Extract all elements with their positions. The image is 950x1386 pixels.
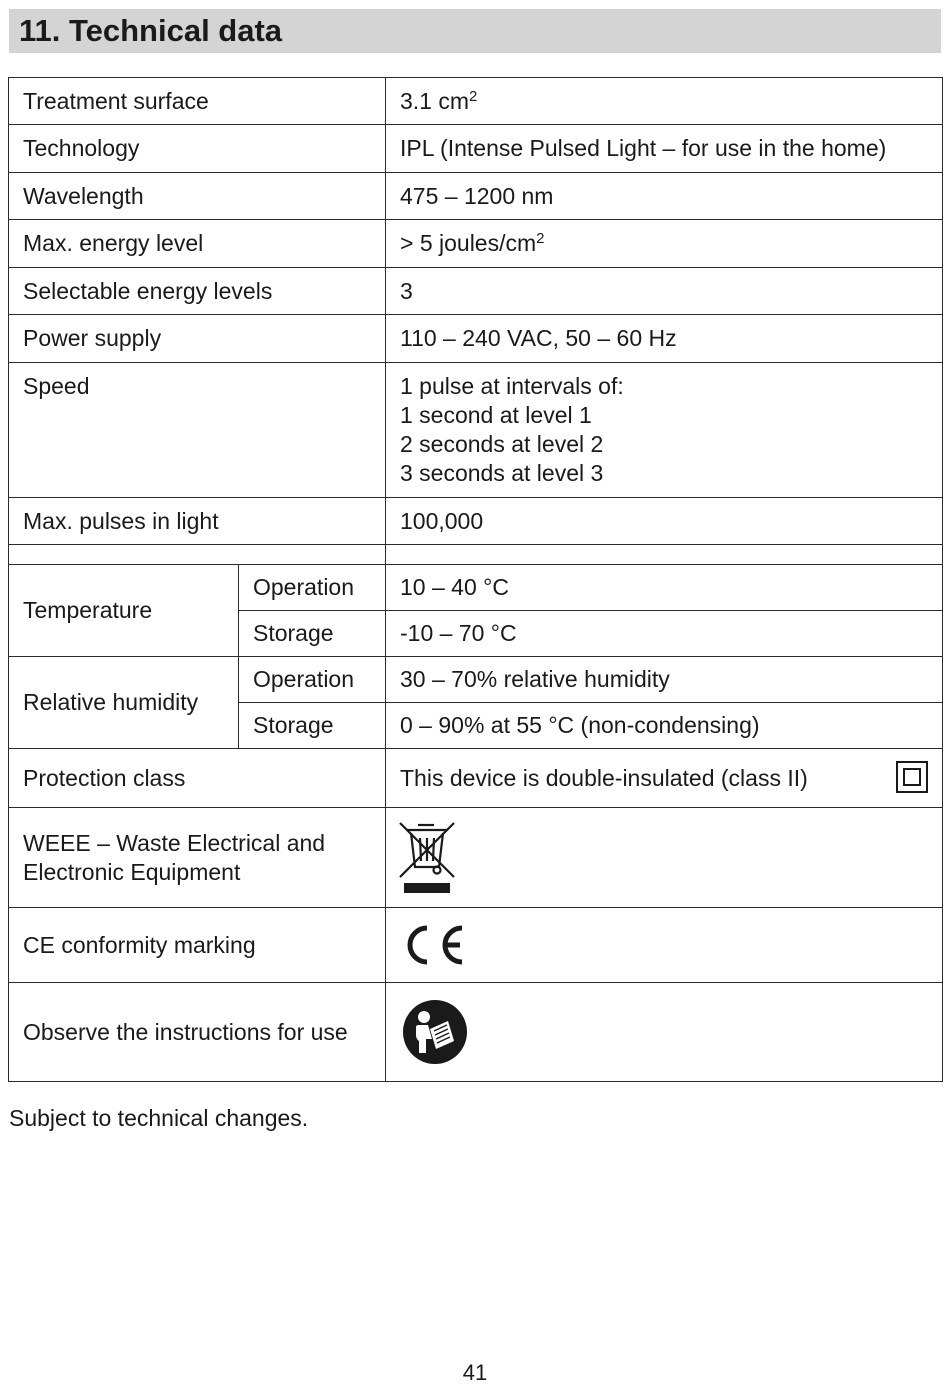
empty-cell	[386, 545, 943, 565]
table-row	[9, 173, 943, 220]
spacer-row	[9, 545, 943, 565]
row-value: 3.1 $cm^2$	[386, 78, 943, 125]
row-sublabel: Operation	[239, 565, 386, 611]
row-value: > 5 joules/$cm^2$	[386, 220, 943, 268]
row-value: 100,000	[386, 498, 943, 545]
footer-note: Subject to technical changes.	[9, 1105, 309, 1131]
table-row	[9, 565, 943, 611]
table-row	[9, 908, 943, 983]
table-row	[9, 657, 943, 703]
page-number: 41	[462, 1360, 488, 1385]
row-value: 475 – 1200 nm	[386, 173, 943, 220]
row-value: This device is double-insulated (class II)	[386, 749, 943, 808]
row-label: Speed	[9, 363, 386, 498]
table-row	[9, 363, 943, 498]
row-label: Technology	[9, 125, 386, 173]
row-label: Temperature	[9, 565, 239, 657]
table-row	[9, 268, 943, 315]
row-value: IPL (Intense Pulsed Light – for use in the home)	[386, 125, 943, 173]
table-row	[9, 220, 943, 268]
row-value: 3	[386, 268, 943, 315]
row-label: Power supply	[9, 315, 386, 363]
row-label: Max. energy level	[9, 220, 386, 268]
row-label: Observe the instructions for use	[9, 983, 386, 1082]
row-label: Protection class	[9, 749, 386, 808]
row-value	[386, 908, 943, 983]
row-label: WEEE – Waste Electrical and Electronic Equipment	[9, 808, 386, 908]
table-row	[9, 808, 943, 908]
row-value: 110 – 240 VAC, 50 – 60 Hz	[386, 315, 943, 363]
section-title: 11. Technical data	[19, 13, 283, 48]
row-value	[386, 983, 943, 1082]
speed-line: 2 seconds at level 2	[400, 431, 604, 457]
row-sublabel: Operation	[239, 657, 386, 703]
row-value: 0 – 90% at 55 °C (non-condensing)	[386, 703, 943, 749]
row-label: Treatment surface	[9, 78, 386, 125]
row-label: Selectable energy levels	[9, 268, 386, 315]
speed-line: 1 second at level 1	[400, 402, 592, 428]
ce-mark-icon	[400, 922, 468, 968]
row-label: Wavelength	[9, 173, 386, 220]
row-value: 30 – 70% relative humidity	[386, 657, 943, 703]
table-row	[9, 125, 943, 173]
row-label: Max. pulses in light	[9, 498, 386, 545]
row-label: CE conformity marking	[9, 908, 386, 983]
read-manual-icon	[402, 999, 468, 1065]
speed-line: 1 pulse at intervals of:	[400, 373, 624, 399]
table-row	[9, 983, 943, 1082]
table-row	[9, 498, 943, 545]
row-sublabel: Storage	[239, 611, 386, 657]
crossed-out-wheelie-bin-icon	[398, 821, 456, 895]
row-value	[386, 808, 943, 908]
technical-data-table	[8, 77, 943, 1082]
row-value: 10 – 40 °C	[386, 565, 943, 611]
section-heading-bar	[9, 9, 941, 53]
row-value: -10 – 70 °C	[386, 611, 943, 657]
table-row	[9, 315, 943, 363]
row-label: Relative humidity	[9, 657, 239, 749]
speed-line: 3 seconds at level 3	[400, 460, 604, 486]
table-row	[9, 749, 943, 808]
row-sublabel: Storage	[239, 703, 386, 749]
table-row	[9, 78, 943, 125]
empty-cell	[9, 545, 386, 565]
class-ii-double-square-icon	[896, 761, 928, 793]
row-value	[386, 363, 943, 498]
